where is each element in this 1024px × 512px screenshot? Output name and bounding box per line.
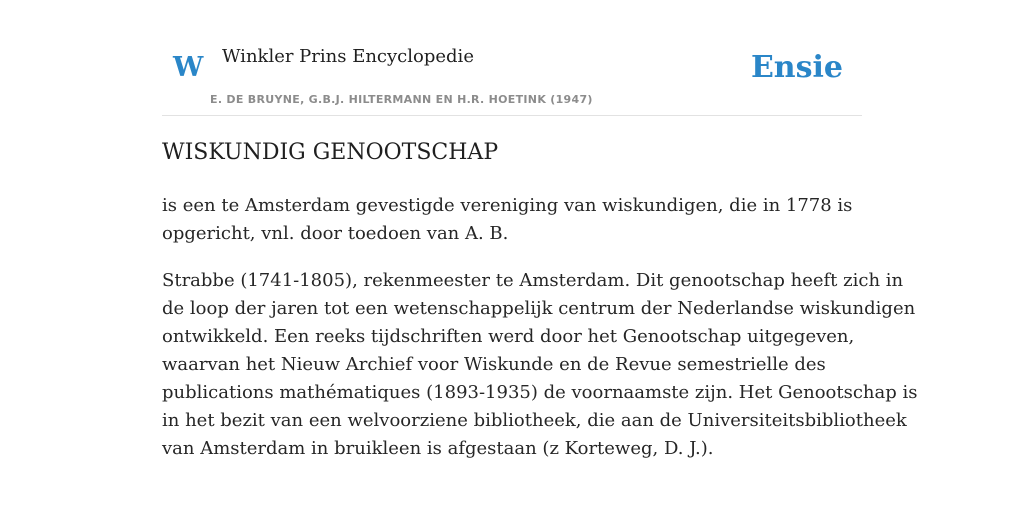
paragraph-line: de loop der jaren tot een wetenschappelijk centrum der Nederlandse wiskundigen: [162, 298, 916, 319]
paragraph-line: is een te Amsterdam gevestigde vereniging van wiskundigen, die in 1778 is: [162, 195, 853, 216]
source-authors: E. DE BRUYNE, G.B.J. HILTERMANN EN H.R. HOETINK (1947): [210, 93, 593, 106]
winkler-prins-logo[interactable]: W: [173, 52, 204, 83]
paragraph-line: opgericht, vnl. door toedoen van A. B.: [162, 223, 509, 244]
ensie-logo[interactable]: Ensie: [750, 50, 843, 85]
paragraph-line: waarvan het Nieuw Archief voor Wiskunde en de Revue semestrielle des: [162, 354, 826, 375]
paragraph-line: Strabbe (1741-1805), rekenmeester te Amsterdam. Dit genootschap heeft zich in: [162, 270, 904, 291]
paragraph-line: van Amsterdam in bruikleen is afgestaan (z Korteweg, D. J.).: [162, 438, 714, 459]
article-paragraph: [162, 192, 872, 248]
source-header: [162, 40, 862, 116]
source-title[interactable]: Winkler Prins Encyclopedie: [222, 46, 474, 67]
paragraph-line: in het bezit van een welvoorziene bibliotheek, die aan de Universiteitsbibliotheek: [162, 410, 907, 431]
paragraph-line: ontwikkeld. Een reeks tijdschriften werd door het Genootschap uitgegeven,: [162, 326, 855, 347]
paragraph-line: publications mathématiques (1893-1935) de voornaamste zijn. Het Genootschap is: [162, 382, 918, 403]
article-paragraph: [162, 267, 918, 463]
entry-title: WISKUNDIG GENOOTSCHAP: [162, 140, 499, 165]
